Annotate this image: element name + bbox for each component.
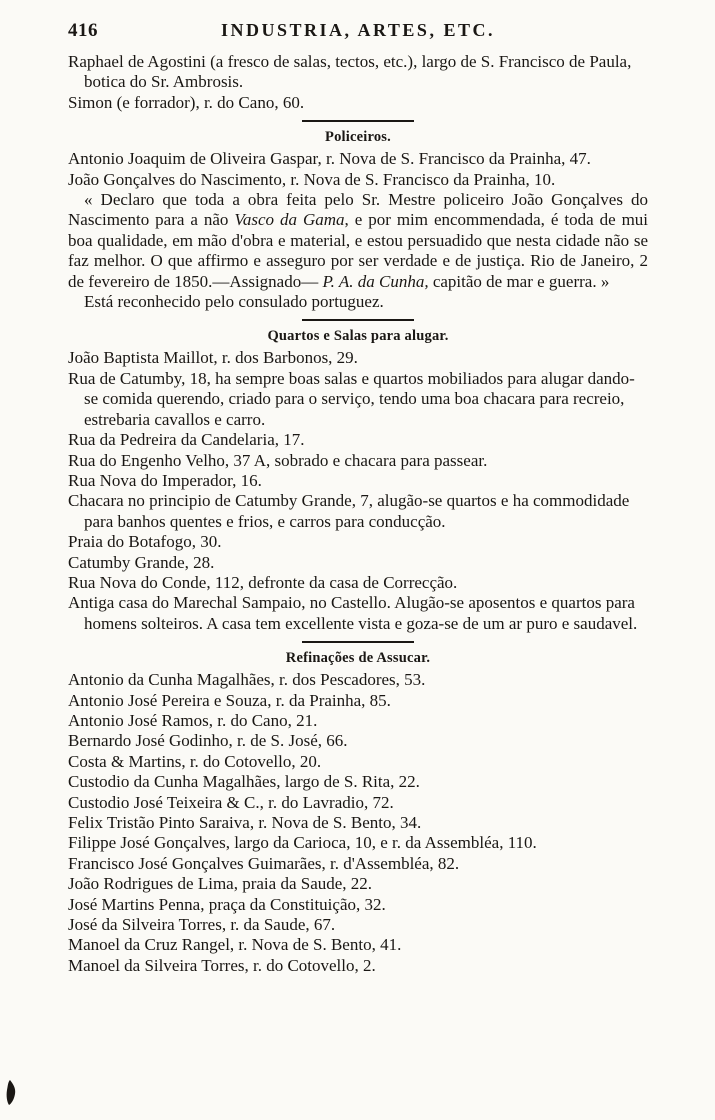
list-entry: João Baptista Maillot, r. dos Barbonos, 29. <box>68 348 358 368</box>
running-title: INDUSTRIA, ARTES, ETC. <box>221 20 495 40</box>
list-entry: Manoel da Silveira Torres, r. do Cotovello, 2. <box>68 955 376 975</box>
list-entry: José Martins Penna, praça da Constituição, 32. <box>68 894 386 914</box>
list-entry: Rua Nova do Imperador, 16. <box>68 470 262 490</box>
section-divider <box>302 319 414 321</box>
section-quartos <box>68 326 648 634</box>
list-entry: Francisco José Gonçalves Guimarães, r. d'Assembléa, 82. <box>68 853 460 873</box>
page-body <box>68 52 648 976</box>
page-number: 416 <box>68 20 98 41</box>
list-entry: João Gonçalves do Nascimento, r. Nova de S. Francisco da Prainha, 10. <box>68 169 556 189</box>
section-title: Refinações de Assucar. <box>285 650 431 667</box>
list-entry: Antonio José Pereira e Souza, r. da Prainha, 85. <box>68 690 391 710</box>
ink-blot-mark <box>4 1078 18 1106</box>
list-entry: Rua de Catumby, 18, ha sempre boas salas e quartos mobiliados para alugar dando-se comida querendo, criado para o serviço, tendo uma boa chacara para recreio, estrebaria cavallos e carro. <box>68 368 635 429</box>
ship-name: Vasco da Gama <box>234 210 345 230</box>
testimonial-paragraph <box>68 190 648 292</box>
list-entry: Custodio José Teixeira & C., r. do Lavradio, 72. <box>68 792 394 812</box>
list-entry: Simon (e forrador), r. do Cano, 60. <box>68 92 305 112</box>
section-title: Quartos e Salas para alugar. <box>267 328 449 345</box>
signatory-name: P. A. da Cunha, <box>322 271 429 291</box>
list-entry: Antonio José Ramos, r. do Cano, 21. <box>68 710 318 730</box>
list-entry: José da Silveira Torres, r. da Saude, 67. <box>68 915 336 935</box>
list-entry: Raphael de Agostini (a fresco de salas, tectos, etc.), largo de S. Francisco de Paula, botica do Sr. Ambrosis. <box>68 52 632 92</box>
list-entry: Praia do Botafogo, 30. <box>68 532 222 552</box>
section-divider <box>302 120 414 122</box>
list-entry: Filippe José Gonçalves, largo da Carioca, 10, e r. da Assembléa, 110. <box>68 833 537 853</box>
list-entry: Costa & Martins, r. do Cotovello, 20. <box>68 751 322 771</box>
section-refinacoes <box>68 648 648 976</box>
section-policeiros <box>68 127 648 312</box>
list-entry: Catumby Grande, 28. <box>68 552 215 572</box>
testimonial-text: « Declaro que toda a obra feita pelo Sr. Mestre policeiro João Gonçalves do Nascimento para a não <box>68 190 648 230</box>
list-entry: Antiga casa do Marechal Sampaio, no Castello. Alugão-se aposentos e quartos para homens solteiros. A casa tem excellente vista e goza-se de um ar puro e saudavel. <box>68 593 638 633</box>
testimonial-text: capitão de mar e guerra. » <box>428 271 610 291</box>
list-entry: Rua da Pedreira da Candelaria, 17. <box>68 430 305 450</box>
list-entry: Antonio da Cunha Magalhães, r. dos Pescadores, 53. <box>68 670 426 690</box>
list-entry: Rua Nova do Conde, 112, defronte da casa de Correcção. <box>68 572 458 592</box>
top-entries <box>68 52 648 113</box>
list-entry: Antonio Joaquim de Oliveira Gaspar, r. Nova de S. Francisco da Prainha, 47. <box>68 149 591 169</box>
page-header <box>68 20 648 46</box>
testimonial-text: , e por mim encommendada, é toda de mui boa qualidade, em mão d'obra e material, e estou persuadido que nesta cidade não se faz melhor. O que affirmo e asseguro por ser verdade e de justiça. Rio de Janeiro, 2 de fevereiro de 1850.—Assignado— <box>68 210 649 291</box>
section-divider <box>302 641 414 643</box>
list-entry: Bernardo José Godinho, r. de S. José, 66. <box>68 731 348 751</box>
list-entry: Manoel da Cruz Rangel, r. Nova de S. Bento, 41. <box>68 935 402 955</box>
list-entry: João Rodrigues de Lima, praia da Saude, 22. <box>68 874 373 894</box>
list-entry: Rua do Engenho Velho, 37 A, sobrado e chacara para passear. <box>68 450 488 470</box>
list-entry: Chacara no principio de Catumby Grande, 7, alugão-se quartos e ha commodidade para banhos quentes e frios, e carros para conducção. <box>68 491 630 531</box>
list-entry: Custodio da Cunha Magalhães, largo de S. Rita, 22. <box>68 772 420 792</box>
section-title: Policeiros. <box>325 129 391 146</box>
list-entry: Felix Tristão Pinto Saraiva, r. Nova de S. Bento, 34. <box>68 813 422 832</box>
consulate-note: Está reconhecido pelo consulado portuguez. <box>84 292 384 312</box>
